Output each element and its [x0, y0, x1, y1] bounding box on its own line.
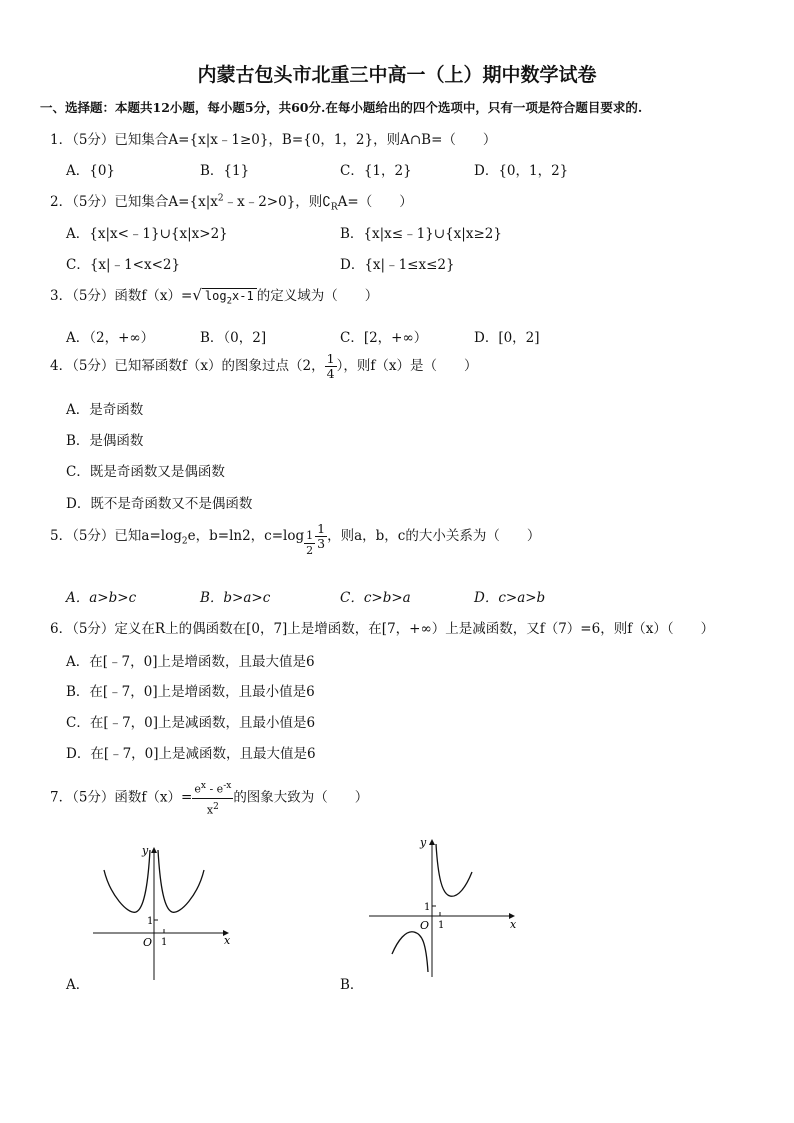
question-5-stem: 5．（5分）已知$a=\log_2e$，b=ln2，c=log $\frac{1}{2}$ $\frac{1}{3}$ ，则a，b，c的大小关系为（ ） — [50, 521, 541, 557]
question-5-option-c[interactable]: C．c>b>a — [340, 590, 411, 606]
question-6-option-c[interactable]: C．在[﹣7，0]上是减函数，且最小值是6 — [66, 715, 316, 731]
log-base-fraction: $\frac{1}{2}$ — [306, 529, 314, 557]
graph-a-label[interactable]: A． — [66, 977, 90, 993]
sqrt-expression: $\log_2x-1$ — [202, 288, 257, 306]
question-2-stem: 2．（5分）已知集合$A=\{x|x^2﹣x﹣2>0\}$，则$∁_RA=$（ ） — [50, 193, 413, 213]
question-7-stem: 7．（5分）函数f（x）= $\frac{e^x - e^{-x}}{x^2}$ 的图象大致为（ ） — [50, 778, 368, 818]
section-heading: 一、选择题：本题共12小题，每小题5分，共60分.在每小题给出的四个选项中，只有一项是符合题目要求的. — [40, 100, 643, 115]
question-4-option-a[interactable]: A．是奇函数 — [66, 402, 144, 418]
fraction: $\frac{1}{4}$ — [326, 351, 335, 381]
question-4-stem: 4．（5分）已知幂函数f（x）的图象过点（2， $\frac{1}{4}$ ），则f（x）是（ ） — [50, 351, 478, 381]
question-4-option-c[interactable]: C．既是奇函数又是偶函数 — [66, 464, 225, 480]
question-1-option-d[interactable]: D．{0，1，2} — [474, 163, 569, 179]
curve-left — [104, 850, 150, 912]
question-1-option-a[interactable]: A．{0} — [66, 163, 116, 179]
question-4-option-d[interactable]: D．既不是奇函数又不是偶函数 — [66, 496, 253, 512]
question-5-option-a[interactable]: A．a>b>c — [66, 590, 137, 606]
x-axis-label: x — [224, 934, 231, 947]
y-axis-label: y — [142, 844, 149, 857]
curve-left — [392, 932, 428, 972]
y-tick-label: 1 — [147, 916, 154, 927]
question-1-option-c[interactable]: C．{1，2} — [340, 163, 412, 179]
y-axis-label: y — [420, 836, 427, 849]
question-5-option-d[interactable]: D．c>a>b — [474, 590, 546, 606]
x-axis-label: x — [510, 918, 517, 931]
graph-a[interactable] — [88, 840, 238, 985]
fraction: $\frac{e^x - e^{-x}}{x^2}$ — [192, 778, 233, 818]
log-argument-fraction: $\frac{1}{3}$ — [317, 521, 326, 551]
question-6-option-a[interactable]: A．在[﹣7，0]上是增函数，且最大值是6 — [66, 654, 315, 670]
question-6-option-d[interactable]: D．在[﹣7，0]上是减函数，且最大值是6 — [66, 746, 316, 762]
question-3-option-a[interactable]: A．（2，+∞） — [66, 330, 155, 346]
curve-right — [436, 844, 472, 896]
question-1-option-b[interactable]: B．{1} — [200, 163, 250, 179]
question-2-option-c[interactable]: C．{x|﹣1<x<2} — [66, 257, 181, 273]
y-tick-label: 1 — [424, 902, 431, 913]
origin-label: O — [420, 919, 430, 932]
question-3-option-b[interactable]: B．（0，2] — [200, 330, 267, 346]
question-1-stem: 1．（5分）已知集合A={x|x﹣1≥0}，B={0，1，2}，则A∩B=（ ） — [50, 132, 497, 148]
page-title: 内蒙古包头市北重三中高一（上）期中数学试卷 — [197, 64, 597, 86]
question-3-option-d[interactable]: D．[0，2] — [474, 330, 540, 346]
origin-label: O — [143, 936, 153, 949]
x-tick-label: 1 — [161, 937, 168, 948]
question-6-option-b[interactable]: B．在[﹣7，0]上是增函数，且最小值是6 — [66, 684, 315, 700]
question-2-option-d[interactable]: D．{x|﹣1≤x≤2} — [340, 257, 455, 273]
x-tick-label: 1 — [438, 920, 445, 931]
graph-b-label[interactable]: B． — [340, 977, 364, 993]
question-3-option-c[interactable]: C．[2，+∞） — [340, 330, 428, 346]
question-3-stem: 3．（5分）函数f（x）=√ $\log_2x-1$ 的定义域为（ ） — [50, 286, 379, 307]
graph-b[interactable] — [364, 832, 524, 982]
question-6-stem: 6．（5分）定义在R上的偶函数在[0，7]上是增函数，在[7，+∞）上是减函数，又f（7）=6，则f（x）（ ） — [50, 621, 715, 637]
question-2-option-b[interactable]: B．{x|x≤﹣1}∪{x|x≥2} — [340, 226, 502, 242]
question-5-option-b[interactable]: B．b>a>c — [200, 590, 271, 606]
question-2-option-a[interactable]: A．{x|x<﹣1}∪{x|x>2} — [66, 226, 228, 242]
question-4-option-b[interactable]: B．是偶函数 — [66, 433, 144, 449]
curve-right — [158, 850, 204, 912]
